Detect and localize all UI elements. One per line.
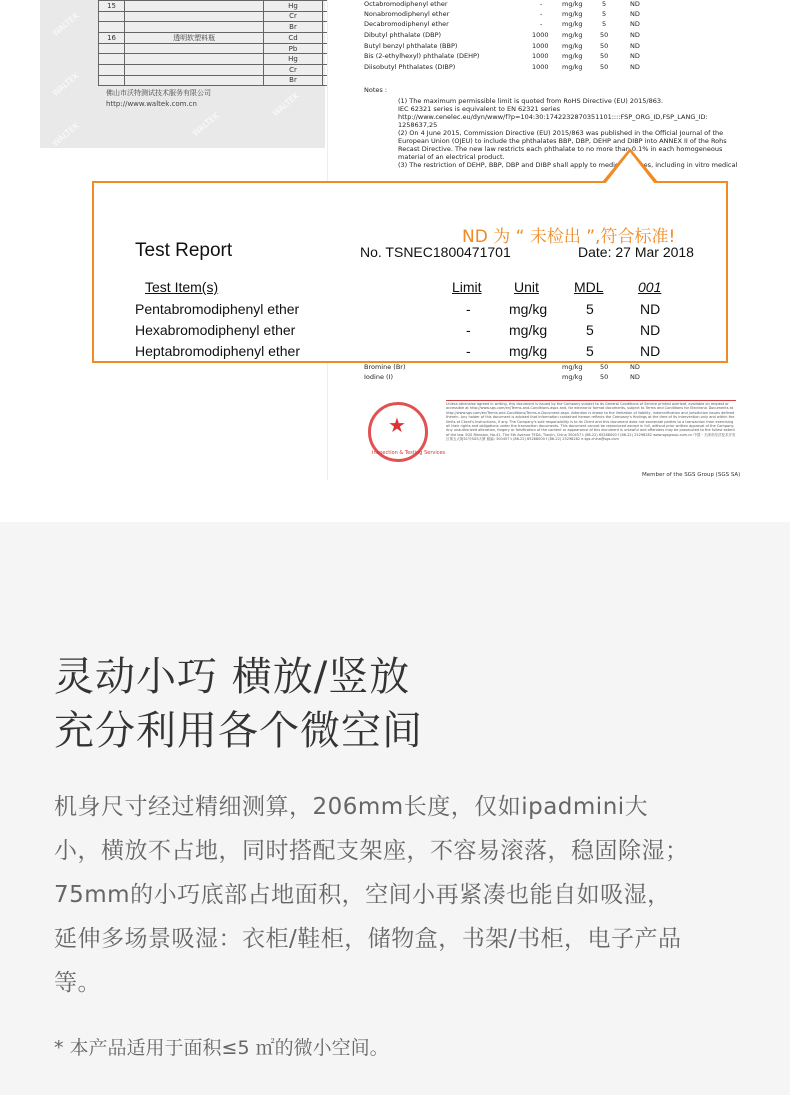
table-row [99,75,362,86]
limit: - [466,301,471,317]
result: ND [640,322,661,338]
headline-line-2: 充分利用各个微空间 [54,708,423,754]
mdl: 5 [586,343,594,359]
mdl: 5 [586,301,594,317]
unit: mg/kg [562,363,583,371]
test-item: Nonabromodiphenyl ether [364,10,450,18]
result: ND [630,63,640,71]
member-note: Member of the SGS Group (SGS SA) [642,472,741,478]
watermark: WALTEK [50,120,81,149]
watermark: WALTEK [50,10,81,39]
report-images [0,0,790,520]
limit: - [540,20,543,28]
element: Hg [264,1,323,12]
seal-text: Inspection & Testing Services [372,450,446,456]
sample-name [125,43,264,54]
sample-name [125,64,264,75]
result: ND [640,343,661,359]
table-row [99,1,362,12]
watermark: WALTEK [50,70,81,99]
sample-number [99,64,125,75]
sample-name [125,75,264,86]
table-row [99,64,362,75]
description-body: 机身尺寸经过精细测算，206mm长度，仅如ipadmini大小，横放不占地，同时搭配支架座，不容易滚落，稳固除湿；75mm的小巧底部占地面积，空间小再紧凑也能自如吸湿，延伸多场景吸湿：衣柜/鞋柜，储物盒，书架/书柜，电子产品等。 [54,794,689,996]
disclaimer: Unless otherwise agreed in writing, this document is issued by the Company subject to its General Conditions of Service printed overleaf, available on request or accessible at http://www.sgs.com/en/Terms-and-Conditions.aspx and, for electronic format documents, subject to Terms and Conditions for Electronic Documents at http://www.sgs.com/en/Terms-and-Conditions/Terms-e-Document.aspx. Attention is drawn to the limitation of liability, indemnification and jurisdiction issues defined therein. Any holder of this document is advised that information contained hereon reflects the Company's findings at the time of its intervention only and within the limits of Client's instructions, if any. The Company's sole responsibility is to its Client and this document does not exonerate parties to a transaction from exercising all their rights and obligations under the transaction documents. This document cannot be reproduced except in full, without prior written approval of the Company. Any unauthorized alteration, forgery or falsification of the content or appearance of this document is unlawful and offenders may be prosecuted to the fullest extent of the law. SGS Mansion, No.41, The 5th Avenue TEDA, Tianjin, China 300457 t (86-22) 65288000 f (86-22) 25298282 www.sgsgroup.com.cn 中国・天津市经济技术开发区第五大街41号SGS大厦 邮编: 300457 t (86-22) 65288000 f (86-22) 25298282 e sgs.china@sgs.com [446,402,736,442]
test-item: Iodine (I) [364,373,393,381]
result: ND [630,52,640,60]
note-line: (2) On 4 June 2015, Commission Directive (EU) 2015/863 was published in the Official Journal of the [398,129,724,137]
test-item: Diisobutyl Phthalates (DIBP) [364,63,456,71]
column-header-limit: Limit [452,279,482,295]
limit: - [540,0,543,8]
headline-line-1: 灵动小巧 横放/竖放 [54,654,411,700]
left-results-table [98,0,362,86]
sample-number [99,22,125,33]
report-title: Test Report [135,240,233,261]
unit: mg/kg [562,373,583,381]
notes [398,97,748,169]
unit: mg/kg [562,10,583,18]
unit: mg/kg [562,42,583,50]
waltek-report-excerpt [40,0,325,148]
section-headline [54,650,423,758]
note-line: material of an electrical product. [398,153,505,161]
limit: - [466,343,471,359]
note-line: (1) The maximum permissible limit is quoted from RoHS Directive (EU) 2015/863. [398,97,664,105]
limit: 1000 [532,42,549,50]
unit: mg/kg [562,63,583,71]
mdl: 50 [600,31,609,39]
test-item: Heptabromodiphenyl ether [135,343,300,359]
test-item: Bis (2-ethylhexyl) phthalate (DEHP) [364,52,480,60]
limit: 1000 [532,52,549,60]
column-header-mdl: MDL [574,279,604,295]
result: ND [640,301,661,317]
element: Pb [264,43,323,54]
mdl: 50 [600,363,609,371]
sample-name [125,1,264,12]
column-header-sample: 001 [638,279,662,295]
sample-name [125,11,264,22]
note-line: European Union (OJEU) to include the phthalates BBP, DBP, DEHP and DIBP into ANNEX II of the Rohs [398,137,727,145]
watermark: WALTEK [270,90,301,119]
test-item: Butyl benzyl phthalate (BBP) [364,42,458,50]
sample-number [99,54,125,65]
unit: mg/kg [562,20,583,28]
limit: 1000 [532,31,549,39]
lab-url: http://www.waltek.com.cn [106,100,197,108]
column-header-unit: Unit [514,279,539,295]
result: ND [630,31,640,39]
mdl: 5 [602,20,607,28]
sample-number: 16 [99,32,125,43]
table-row [99,43,362,54]
test-item: Dibutyl phthalate (DBP) [364,31,442,39]
lab-info [106,88,211,110]
table-row [99,32,362,43]
sample-number [99,75,125,86]
element: Br [264,22,323,33]
test-item: Pentabromodiphenyl ether [135,301,300,317]
unit: mg/kg [509,322,548,338]
report-date: Date: 27 Mar 2018 [578,244,694,260]
note-line: 1258637,25 [398,121,438,129]
result: ND [630,42,640,50]
star-icon: ★ [388,413,406,437]
product-description-section [0,522,790,1095]
result: ND [630,373,640,381]
nd-explanation: ND 为 “ 未检出 ”,符合标准! [462,227,676,247]
table-row [99,11,362,22]
note-line: http://www.cenelec.eu/dyn/www/f?p=104:30:1742232870351101::::FSP_ORG_ID,FSP_LANG_ID: [398,113,708,121]
unit: mg/kg [509,301,548,317]
note-line: IEC 62321 series is equivalent to EN 62321 series [398,105,560,113]
mdl: 5 [586,322,594,338]
table-row [99,22,362,33]
result: ND [630,363,640,371]
mdl: 5 [602,10,607,18]
limit: 1000 [532,63,549,71]
report-number: No. TSNEC1800471701 [360,244,511,260]
sample-name [125,22,264,33]
element: Cr [264,64,323,75]
unit: mg/kg [562,52,583,60]
callout-pointer-fill [605,152,655,184]
table-row [99,54,362,65]
mdl: 50 [600,63,609,71]
result: ND [630,0,640,8]
lab-name: 佛山市沃特测试技术服务有限公司 [106,89,211,97]
mdl: 50 [600,373,609,381]
element: Hg [264,54,323,65]
watermark: WALTEK [190,110,221,139]
notes-title: Notes : [364,86,388,94]
limit: - [540,10,543,18]
note-line: (3) The restriction of DEHP, BBP, DBP and DIBP shall apply to medical devices, including in vitro medical [398,161,738,169]
test-item: Bromine (Br) [364,363,406,371]
column-header-item: Test Item(s) [145,279,219,295]
divider [446,400,736,401]
unit: mg/kg [562,0,583,8]
mdl: 5 [602,0,607,8]
sample-number [99,43,125,54]
sample-name [125,54,264,65]
test-item: Hexabromodiphenyl ether [135,322,296,338]
footnote: * 本产品适用于面积≤5 ㎡的微小空间。 [54,1037,389,1059]
element: Br [264,75,323,86]
element: Cr [264,11,323,22]
element: Cd [264,32,323,43]
test-item: Decabromodiphenyl ether [364,20,449,28]
mdl: 50 [600,52,609,60]
unit: mg/kg [509,343,548,359]
sample-name: 透明软塑料瓶 [125,32,264,43]
mdl: 50 [600,42,609,50]
unit: mg/kg [562,31,583,39]
result: ND [630,20,640,28]
sample-number [99,11,125,22]
result: ND [630,10,640,18]
note-line: Recast Directive. The new law restricts each phthalate to no more than 0.1% in each homogeneous [398,145,723,153]
limit: - [466,322,471,338]
sample-number: 15 [99,1,125,12]
test-item: Octabromodiphenyl ether [364,0,448,8]
